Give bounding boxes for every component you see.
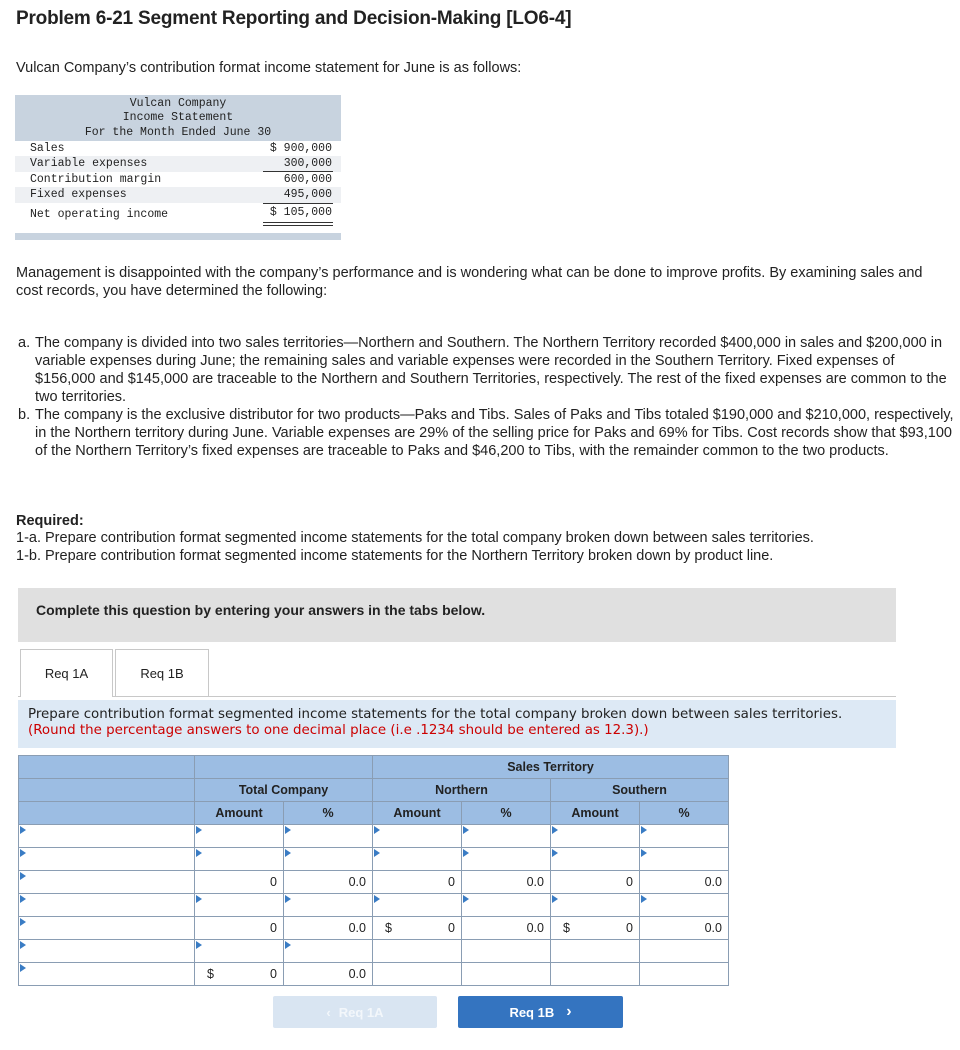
amount-input[interactable]: [373, 825, 462, 848]
instructions-banner: [18, 588, 896, 642]
table-header-total-company: Total Company: [195, 779, 373, 802]
dollar-sign: $: [385, 921, 392, 935]
amount-input[interactable]: [373, 848, 462, 871]
percent-input[interactable]: [284, 825, 373, 848]
amount-input[interactable]: [195, 894, 284, 917]
row-label-dropdown[interactable]: [19, 963, 195, 986]
amount-input[interactable]: [551, 825, 640, 848]
computed-amount: 0: [195, 917, 284, 940]
statement-row-label: Contribution margin: [30, 173, 162, 186]
statement-row-amount: $ 105,000: [269, 206, 332, 219]
empty-cell: [640, 963, 729, 986]
required-item: 1-b. Prepare contribution format segmented income statements for the Northern Territory broken down by product line.: [16, 548, 774, 564]
empty-cell: [551, 963, 640, 986]
table-header-blank: [195, 756, 373, 779]
empty-cell: [462, 963, 551, 986]
computed-percent: 0.0: [640, 917, 729, 940]
amount-input[interactable]: [195, 940, 284, 963]
prev-button-label: Req 1A: [338, 1004, 384, 1020]
table-header-amount: Amount: [195, 802, 284, 825]
computed-percent: 0.0: [462, 871, 551, 894]
amount-input[interactable]: [551, 894, 640, 917]
computed-percent: 0.0: [284, 871, 373, 894]
percent-input[interactable]: [462, 894, 551, 917]
row-label-dropdown[interactable]: [19, 825, 195, 848]
percent-input[interactable]: [284, 894, 373, 917]
intro-text: Vulcan Company’s contribution format income statement for June is as follows:: [16, 60, 522, 76]
table-header-pct: %: [640, 802, 729, 825]
amount-value: 0: [270, 967, 277, 981]
list-item-label: a.: [18, 335, 31, 351]
statement-name: Income Statement: [122, 111, 234, 124]
statement-row-label: Sales: [30, 142, 65, 155]
computed-amount: 0: [195, 871, 284, 894]
statement-header: [15, 95, 341, 141]
statement-period: For the Month Ended June 30: [84, 126, 272, 139]
list-item: [18, 406, 954, 460]
percent-input[interactable]: [284, 940, 373, 963]
row-label-dropdown[interactable]: [19, 848, 195, 871]
tab-instruction: [18, 700, 896, 748]
table-header-northern: Northern: [373, 779, 551, 802]
table-row: [19, 940, 729, 963]
table-row: [19, 917, 729, 940]
amount-input[interactable]: [195, 825, 284, 848]
answer-table: [18, 755, 729, 986]
empty-cell: [640, 940, 729, 963]
statement-row-amount: 300,000: [283, 157, 332, 170]
table-header-southern: Southern: [551, 779, 729, 802]
statement-row-label: Variable expenses: [30, 157, 148, 170]
statement-row-amount: 495,000: [283, 188, 332, 201]
empty-cell: [373, 963, 462, 986]
dollar-sign: $: [563, 921, 570, 935]
statement-row-label: Net operating income: [30, 208, 169, 221]
table-header-blank: [19, 756, 195, 779]
computed-percent: 0.0: [640, 871, 729, 894]
next-button[interactable]: [458, 996, 623, 1028]
amount-input[interactable]: [551, 848, 640, 871]
banner-text: Complete this question by entering your answers in the tabs below.: [36, 602, 486, 618]
chevron-left-icon: ‹: [326, 1004, 331, 1020]
table-header-pct: %: [462, 802, 551, 825]
table-header-sales-territory: Sales Territory: [373, 756, 729, 779]
page-title: Problem 6-21 Segment Reporting and Decision-Making [LO6-4]: [16, 8, 572, 29]
dollar-sign: $: [207, 967, 214, 981]
table-row: [19, 848, 729, 871]
computed-percent: 0.0: [284, 917, 373, 940]
statement-row-amount: 600,000: [283, 173, 332, 186]
computed-percent: 0.0: [284, 963, 373, 986]
next-button-label: Req 1B: [509, 1004, 555, 1020]
income-statement: [15, 95, 341, 240]
statement-row-amount: $ 900,000: [269, 142, 332, 155]
instruction-note: (Round the percentage answers to one decimal place (i.e .1234 should be entered as 12.3).): [28, 723, 649, 738]
chevron-right-icon: ›: [566, 1003, 572, 1020]
empty-cell: [373, 940, 462, 963]
table-header-pct: %: [284, 802, 373, 825]
amount-value: 0: [448, 921, 455, 935]
list-item-text: The company is the exclusive distributor for two products—Paks and Tibs. Sales of Paks and Tibs totaled $190,000 and $210,000, respectively, in the Northern territory during June. Variable expenses are 29% of the selling price for Paks and 69% for Tibs. Cost records show that $93,100 of the Northern Territory’s fixed expenses are traceable to Paks and $46,200 to Tibs, with the remainder common to the two products.: [35, 407, 954, 459]
percent-input[interactable]: [462, 848, 551, 871]
prev-button[interactable]: [273, 996, 437, 1028]
table-header-blank: [19, 779, 195, 802]
amount-input[interactable]: [373, 894, 462, 917]
list-item: [18, 334, 954, 406]
percent-input[interactable]: [640, 848, 729, 871]
instruction-main: Prepare contribution format segmented income statements for the total company broken down between sales territories.: [28, 707, 843, 722]
table-row: [19, 963, 729, 986]
row-label-dropdown[interactable]: [19, 871, 195, 894]
list-item-label: b.: [18, 407, 31, 423]
row-label-dropdown[interactable]: [19, 917, 195, 940]
facts-list: [18, 334, 954, 460]
table-header-blank: [19, 802, 195, 825]
amount-value: 0: [626, 921, 633, 935]
management-text: Management is disappointed with the company’s performance and is wondering what can be done to improve profits. By examining sales and cost records, you have determined the following:: [16, 265, 923, 299]
table-row: [19, 871, 729, 894]
table-row: [19, 825, 729, 848]
table-header-amount: Amount: [373, 802, 462, 825]
required-item: 1-a. Prepare contribution format segmented income statements for the total company broken down between sales territories.: [16, 530, 814, 546]
tab-req-1a[interactable]: Req 1A: [20, 649, 113, 697]
row-label-dropdown[interactable]: [19, 894, 195, 917]
required-heading: Required:: [16, 513, 84, 529]
statement-row-label: Fixed expenses: [30, 188, 127, 201]
percent-input[interactable]: [640, 825, 729, 848]
percent-input[interactable]: [284, 848, 373, 871]
amount-input[interactable]: [195, 848, 284, 871]
computed-amount: 0: [551, 871, 640, 894]
percent-input[interactable]: [462, 825, 551, 848]
list-item-text: The company is divided into two sales territories—Northern and Southern. The Northern Territory recorded $400,000 in sales and $200,000 in variable expenses during June; the remaining sales and variable expenses were recorded in the Southern Territory. Fixed expenses of $156,000 and $145,000 are traceable to the Northern and Southern Territories, respectively. The rest of the fixed expenses are common to the two territories.: [35, 335, 947, 405]
tab-req-1b[interactable]: Req 1B: [115, 649, 209, 697]
table-header-amount: Amount: [551, 802, 640, 825]
computed-percent: 0.0: [462, 917, 551, 940]
row-label-dropdown[interactable]: [19, 940, 195, 963]
table-row: [19, 894, 729, 917]
statement-company: Vulcan Company: [129, 97, 227, 110]
empty-cell: [462, 940, 551, 963]
computed-amount: [195, 963, 284, 986]
computed-amount: 0: [373, 871, 462, 894]
computed-amount: [551, 917, 640, 940]
empty-cell: [551, 940, 640, 963]
computed-amount: [373, 917, 462, 940]
percent-input[interactable]: [640, 894, 729, 917]
